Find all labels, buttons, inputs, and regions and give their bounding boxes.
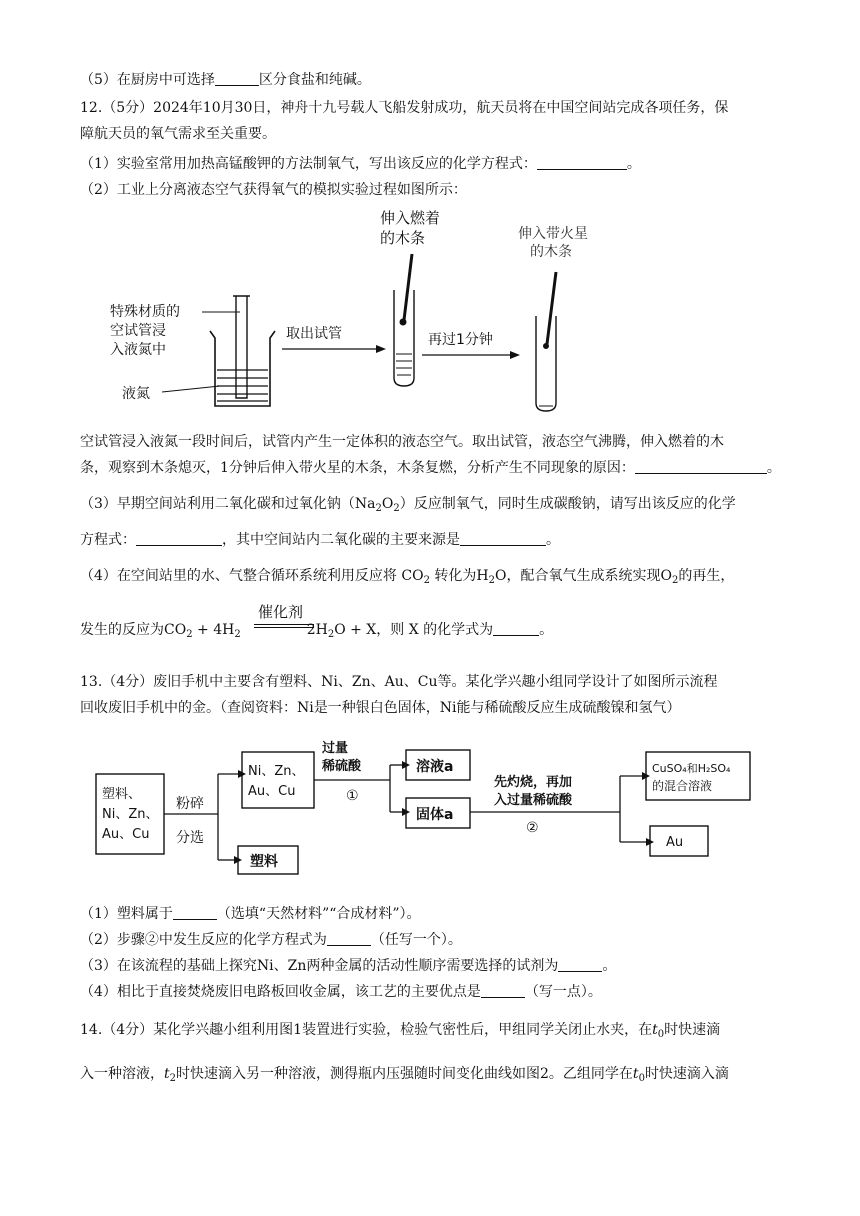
- raw-materials-line1: 塑料、: [102, 787, 142, 802]
- q13-stem-line1: 13.（4分）废旧手机中主要含有塑料、Ni、Zn、Au、Cu等。某化学兴趣小组同学设计了如图所示流程: [80, 674, 718, 690]
- q13-part1: （1）塑料属于 （选填“天然材料”“合成材料”）。: [80, 906, 421, 922]
- q12-part4-line1: （4）在空间站里的水、气整合循环系统利用反应将 $CO_2$ 转化为$H_2O$，配合氧气生成系统实现$O_2$的再生，: [80, 568, 735, 586]
- recycling-flowchart: [90, 732, 790, 892]
- arrow2-label: 再过1分钟: [428, 332, 493, 348]
- q12-part3-line2: 方程式： ，其中空间站内二氧化碳的主要来源是 。: [80, 532, 560, 548]
- q13-part2: （2）步骤②中发生反应的化学方程式为 （任写一个）。: [80, 932, 462, 948]
- acid-label-line2: 稀硫酸: [322, 759, 362, 774]
- answer-blank[interactable]: [215, 70, 259, 86]
- q12-stem-line2: 障航天员的氧气需求至关重要。: [80, 126, 276, 142]
- arrow1-head: [376, 345, 386, 353]
- q12-desc-line1: 空试管浸入液氮一段时间后，试管内产生一定体积的液态空气。取出试管，液态空气沸腾，伸入燃着的木: [80, 434, 724, 450]
- test-tube-in-beaker-icon: [233, 296, 250, 398]
- burn-label-line2: 入过量稀硫酸: [494, 793, 573, 808]
- test-tube-glowing-splint-icon: [536, 272, 556, 411]
- liquid-nitrogen-label: 液氮: [122, 386, 150, 402]
- step2-label: ②: [526, 820, 539, 836]
- arrow2-head: [510, 351, 520, 359]
- test-tube-burning-splint-icon: [394, 254, 414, 386]
- beaker-label-line2: 空试管浸: [110, 323, 166, 339]
- beaker-icon: [210, 331, 275, 406]
- q13-stem-line2: 回收废旧手机中的金。（查阅资料：Ni是一种银白色固体，Ni能与稀硫酸反应生成硫酸镍和氢气）: [80, 700, 681, 716]
- answer-blank[interactable]: [136, 530, 222, 546]
- answer-blank[interactable]: [173, 904, 217, 920]
- arrow1-label: 取出试管: [286, 326, 342, 342]
- mixed-solution-line1: CuSO₄和H₂SO₄: [652, 762, 731, 775]
- burning-splint-label-line2: 的木条: [380, 229, 426, 247]
- burning-splint-label-line1: 伸入燃着: [380, 209, 441, 227]
- beaker-label-line1: 特殊材质的: [110, 304, 180, 320]
- solution-a-label: 溶液a: [416, 759, 454, 775]
- metals-box: [242, 752, 314, 808]
- plastic-label: 塑料: [250, 854, 278, 870]
- answer-blank[interactable]: [635, 458, 767, 474]
- answer-blank[interactable]: [460, 530, 546, 546]
- answer-blank[interactable]: [493, 620, 539, 636]
- answer-blank[interactable]: [481, 982, 525, 998]
- raw-materials-line3: Au、Cu: [102, 827, 150, 842]
- q14-stem-line1: 14.（4分）某化学兴趣小组利用图1装置进行实验，检验气密性后，甲组同学关闭止水夹，在$t_0$时快速滴: [80, 1022, 721, 1040]
- q12-stem-line1: 12.（5分）2024年10月30日，神舟十九号载人飞船发射成功，航天员将在中国空间站完成各项任务，保: [80, 100, 729, 116]
- answer-blank[interactable]: [537, 154, 627, 170]
- sort-label: 分选: [176, 830, 204, 846]
- metals-line1: Ni、Zn、: [248, 764, 305, 779]
- metals-line2: Au、Cu: [248, 784, 296, 799]
- q12-part3-line1: （3）早期空间站利用二氧化碳和过氧化钠$(Na_2O_2)$反应制氧气，同时生成碳酸钠，请写出该反应的化学: [80, 496, 736, 514]
- acid-label-line1: 过量: [322, 741, 349, 756]
- raw-materials-line2: Ni、Zn、: [102, 807, 159, 822]
- mixed-solution-line2: 的混合溶液: [652, 779, 713, 793]
- q11-part5: （5）在厨房中可选择 区分食盐和纯碱。: [80, 72, 371, 88]
- liquid-air-experiment-figure: [100, 198, 620, 430]
- burn-label-line1: 先灼烧，再加: [494, 775, 573, 790]
- gold-label: Au: [666, 835, 684, 850]
- crush-label: 粉碎: [176, 796, 204, 812]
- q13-part4: （4）相比于直接焚烧废旧电路板回收金属，该工艺的主要优点是 （写一点）。: [80, 984, 602, 1000]
- q12-part2: （2）工业上分离液态空气获得氧气的模拟实验过程如图所示：: [80, 182, 467, 198]
- liquid-pointer-line: [162, 386, 220, 392]
- q14-stem-line2: 入一种溶液，$t_2$时快速滴入另一种溶液，测得瓶内压强随时间变化曲线如图2。乙组同学在$t_0$时快速滴入滴: [80, 1066, 729, 1084]
- glowing-splint-label-line2: 的木条: [530, 244, 572, 260]
- solid-a-label: 固体a: [416, 807, 454, 823]
- glowing-splint-label-line1: 伸入带火星: [518, 226, 588, 242]
- answer-blank[interactable]: [558, 956, 602, 972]
- step1-label: ①: [346, 788, 359, 804]
- q13-part3: （3）在该流程的基础上探究Ni、Zn两种金属的活动性顺序需要选择的试剂为 。: [80, 958, 617, 974]
- q12-part1: （1）实验室常用加热高锰酸钾的方法制氧气，写出该反应的化学方程式： 。: [80, 156, 641, 172]
- beaker-label-line3: 入液氮中: [110, 342, 166, 358]
- q12-desc-line2: 条，观察到木条熄灭，1分钟后伸入带火星的木条，木条复燃，分析产生不同现象的原因： 。: [80, 460, 781, 476]
- answer-blank[interactable]: [327, 930, 371, 946]
- q12-part4-line2: 发生的反应为$CO_2 + 4H_2$ $2H_2O + X$，则 X 的化学式为 。: [80, 622, 554, 640]
- catalyst-label: 催化剂: [258, 603, 304, 621]
